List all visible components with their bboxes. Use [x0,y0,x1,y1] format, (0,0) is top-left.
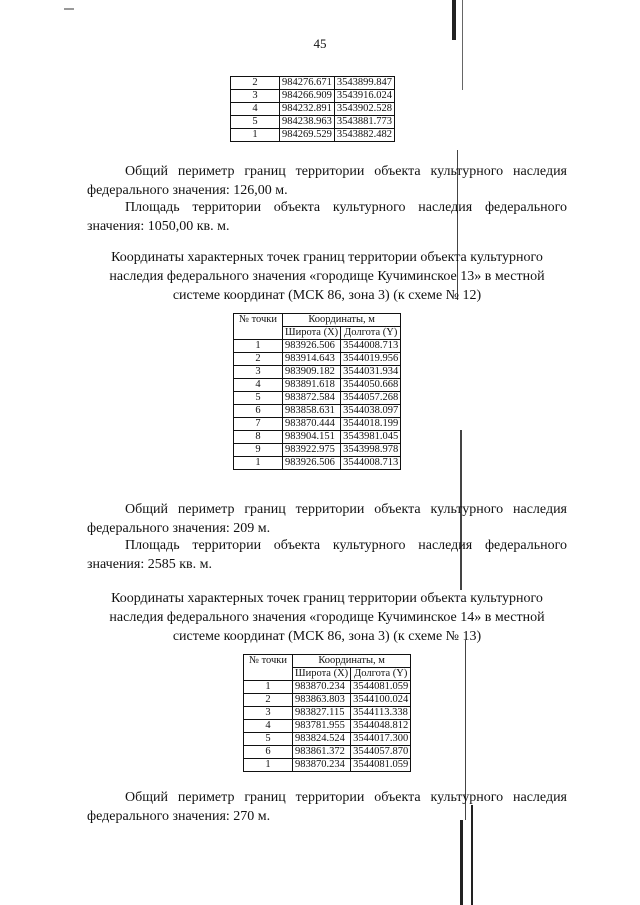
longitude-cell: 3543998.978 [341,444,401,457]
paragraph-line: Площадь территории объекта культурного наследия федерального [125,538,567,553]
paragraph-line: Общий периметр границ территории объекта культурного наследия [125,502,567,517]
latitude-cell: 983914.643 [283,353,341,366]
point-number-cell: 3 [244,707,293,720]
longitude-cell: 3544031.934 [341,366,401,379]
table-row [231,116,395,129]
table-row [234,366,401,379]
column-header-coordinates: Координаты, м [293,655,411,668]
latitude-cell: 983926.506 [283,340,341,353]
latitude-cell: 983922.975 [283,444,341,457]
latitude-cell: 983891.618 [283,379,341,392]
point-number-cell: 3 [231,90,280,103]
scan-mark [64,8,74,10]
latitude-cell: 983870.234 [293,681,351,694]
latitude-cell: 983872.584 [283,392,341,405]
table-row [244,720,411,733]
column-header-latitude: Широта (X) [293,668,351,681]
heading-line: наследия федерального значения «городище Кучиминское 14» в местной [109,610,545,625]
longitude-cell: 3544050.668 [341,379,401,392]
column-header-longitude: Долгота (Y) [341,327,401,340]
latitude-cell: 984232.891 [280,103,335,116]
coordinates-table-14 [243,654,411,772]
paragraph-line: федерального значения: 270 м. [87,809,271,824]
table-row [244,746,411,759]
paragraph-line: Площадь территории объекта культурного наследия федерального [125,200,567,215]
point-number-cell: 9 [234,444,283,457]
point-number-cell: 5 [234,392,283,405]
paragraph-line: Общий периметр границ территории объекта культурного наследия [125,164,567,179]
latitude-cell: 984276.671 [280,77,335,90]
longitude-cell: 3544100.024 [351,694,411,707]
table-row [244,694,411,707]
longitude-cell: 3543881.773 [334,116,394,129]
table-row [234,444,401,457]
table-row [234,405,401,418]
page-number: 45 [313,36,327,51]
latitude-cell: 983904.151 [283,431,341,444]
latitude-cell: 983861.372 [293,746,351,759]
table-row [244,759,411,772]
longitude-cell: 3544081.059 [351,759,411,772]
latitude-cell: 983926.506 [283,457,341,470]
table-row [234,418,401,431]
perimeter-paragraph-2 [87,500,567,538]
point-number-cell: 4 [244,720,293,733]
table-row [244,733,411,746]
scan-line [452,0,456,40]
column-header-point: № точки [234,314,283,340]
longitude-cell: 3543916.024 [334,90,394,103]
longitude-cell: 3544057.870 [351,746,411,759]
latitude-cell: 983870.444 [283,418,341,431]
paragraph-line: значения: 2585 кв. м. [87,557,213,572]
heading-line: Координаты характерных точек границ территории объекта культурного [111,591,543,606]
latitude-cell: 983858.631 [283,405,341,418]
longitude-cell: 3544048.812 [351,720,411,733]
table-row [234,392,401,405]
longitude-cell: 3544008.713 [341,457,401,470]
heading-line: Координаты характерных точек границ территории объекта культурного [111,250,543,265]
latitude-cell: 983781.955 [293,720,351,733]
longitude-cell: 3543902.528 [334,103,394,116]
longitude-cell: 3544018.199 [341,418,401,431]
latitude-cell: 983827.115 [293,707,351,720]
paragraph-line: значения: 1050,00 кв. м. [87,219,230,234]
table-row [244,681,411,694]
table-row [231,90,395,103]
latitude-cell: 983870.234 [293,759,351,772]
section-heading-14 [70,589,584,646]
table-row [234,457,401,470]
column-header-point: № точки [244,655,293,681]
longitude-cell: 3543882.482 [334,129,394,142]
point-number-cell: 1 [231,129,280,142]
latitude-cell: 983863.803 [293,694,351,707]
point-number-cell: 2 [231,77,280,90]
paragraph-line: федерального значения: 209 м. [87,521,271,536]
longitude-cell: 3544008.713 [341,340,401,353]
table-row [234,431,401,444]
paragraph-line: Общий периметр границ территории объекта культурного наследия [125,790,567,805]
perimeter-paragraph-3 [87,788,567,826]
point-number-cell: 3 [234,366,283,379]
longitude-cell: 3543981.045 [341,431,401,444]
longitude-cell: 3544057.268 [341,392,401,405]
table-row [234,353,401,366]
column-header-coordinates: Координаты, м [283,314,401,327]
latitude-cell: 984238.963 [280,116,335,129]
coordinates-table-13 [233,313,401,470]
section-heading-13 [70,248,584,305]
table-row [234,379,401,392]
column-header-latitude: Широта (X) [283,327,341,340]
table-row [231,129,395,142]
point-number-cell: 2 [244,694,293,707]
area-paragraph-2 [87,536,567,574]
table-row [231,103,395,116]
point-number-cell: 1 [234,340,283,353]
table-row [231,77,395,90]
point-number-cell: 7 [234,418,283,431]
column-header-longitude: Долгота (Y) [351,668,411,681]
scan-line [460,820,463,905]
point-number-cell: 5 [231,116,280,129]
point-number-cell: 6 [234,405,283,418]
table-row [244,707,411,720]
table-row [234,340,401,353]
point-number-cell: 6 [244,746,293,759]
area-paragraph-1 [87,198,567,236]
latitude-cell: 984269.529 [280,129,335,142]
heading-line: наследия федерального значения «городище Кучиминское 13» в местной [109,269,545,284]
point-number-cell: 4 [234,379,283,392]
latitude-cell: 983824.524 [293,733,351,746]
point-number-cell: 8 [234,431,283,444]
longitude-cell: 3544038.097 [341,405,401,418]
longitude-cell: 3544017.300 [351,733,411,746]
point-number-cell: 1 [244,681,293,694]
longitude-cell: 3544113.338 [351,707,411,720]
longitude-cell: 3544019.956 [341,353,401,366]
latitude-cell: 984266.909 [280,90,335,103]
coordinates-table-continued [230,76,395,142]
longitude-cell: 3543899.847 [334,77,394,90]
point-number-cell: 1 [234,457,283,470]
perimeter-paragraph-1 [87,162,567,200]
heading-line: системе координат (МСК 86, зона 3) (к схеме № 12) [172,288,482,303]
point-number-cell: 2 [234,353,283,366]
latitude-cell: 983909.182 [283,366,341,379]
point-number-cell: 5 [244,733,293,746]
point-number-cell: 4 [231,103,280,116]
longitude-cell: 3544081.059 [351,681,411,694]
heading-line: системе координат (МСК 86, зона 3) (к схеме № 13) [172,629,482,644]
point-number-cell: 1 [244,759,293,772]
paragraph-line: федерального значения: 126,00 м. [87,183,288,198]
